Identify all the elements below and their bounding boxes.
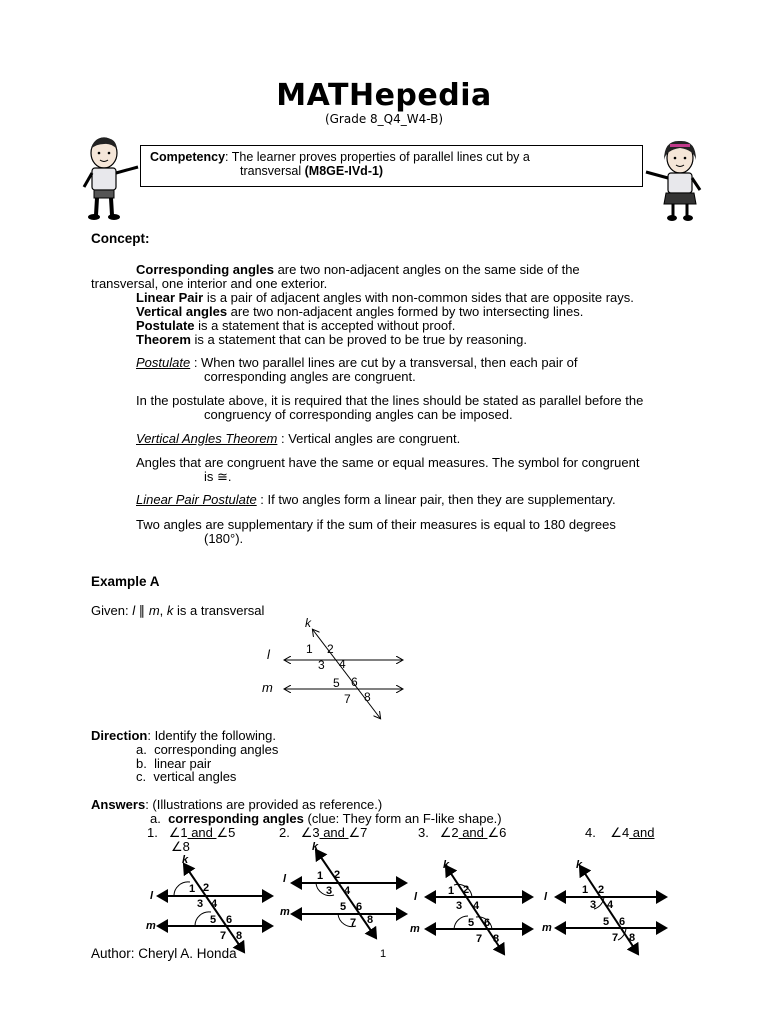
answers-line: Answers: (Illustrations are provided as reference.) [91,797,383,812]
parallel-lines-diagram [255,612,420,727]
small1-n4: 4 [211,898,218,910]
small3-n1: 1 [448,885,455,897]
small4-n2: 2 [598,884,605,896]
supplementary-definition-cont: (180°). [204,531,244,546]
angle-8: 8 [364,690,371,704]
small2-n4: 4 [344,885,351,897]
small3-m: m [410,923,420,935]
small1-n3: 3 [197,898,204,910]
small3-k: k [443,859,450,871]
small2-n3: 3 [326,885,333,897]
small4-n5: 5 [603,916,610,928]
small4-n8: 8 [629,932,636,944]
postulate-note-cont: congruency of corresponding angles can be imposed. [204,407,513,422]
small3-n7: 7 [476,933,483,945]
small2-n1: 1 [317,870,324,882]
angle-4: 4 [339,657,346,671]
congruent-definition: Angles that are congruent have the same or equal measures. The symbol for congruent [136,455,640,470]
small2-n7: 7 [350,917,357,929]
boy-illustration [80,135,142,223]
small3-l: l [414,891,418,903]
small3-n5: 5 [468,917,475,929]
small2-m: m [280,906,290,918]
direction-line: Direction: Identify the following. [91,728,276,743]
small4-n7: 7 [612,932,619,944]
congruent-definition-cont: is ≅. [204,469,232,484]
small2-l: l [283,873,287,885]
postulate-statement-cont: corresponding angles are congruent. [204,369,416,384]
small2-n6: 6 [356,901,363,913]
answer-pair-4-cont: ∠8 [171,839,190,854]
small3-n3: 3 [456,900,463,912]
page-number: 1 [380,948,387,960]
small-diagram-4 [540,856,675,961]
example-heading: Example A [91,574,160,589]
concept-postulate: Postulate is a statement that is accepted without proof. [136,318,456,333]
vertical-angles-theorem: Vertical Angles Theorem : Vertical angles are congruent. [136,431,461,446]
answer-pair-2: 2. ∠3 and ∠7 [279,825,368,840]
postulate-statement: Postulate : When two parallel lines are cut by a transversal, then each pair of [136,355,578,370]
competency-line-2: transversal (M8GE-IVd-1) [240,164,384,178]
angle-3: 3 [318,658,325,672]
label-m: m [262,680,273,695]
small1-k: k [182,854,189,866]
small2-n5: 5 [340,901,347,913]
small2-n2: 2 [334,869,341,881]
small1-n8: 8 [236,930,243,942]
footer-author: Author: Cheryl A. Honda [91,946,237,961]
angle-7: 7 [344,692,351,706]
girl-illustration [642,138,704,222]
direction-item-c: c. vertical angles [136,769,237,784]
small1-n2: 2 [203,882,210,894]
small3-n8: 8 [493,933,500,945]
small3-n2: 2 [463,884,470,896]
angle-6: 6 [351,675,358,689]
small1-l: l [150,890,154,902]
answer-pair-3: 3. ∠2 and ∠6 [418,825,507,840]
concept-corresponding-cont: transversal, one interior and one exterior. [91,276,328,291]
label-l: l [267,647,270,662]
postulate-note: In the postulate above, it is required that the lines should be stated as parallel before the [136,393,644,408]
competency-line-1: Competency: The learner proves properties of parallel lines cut by a [150,150,530,164]
small2-n8: 8 [367,914,374,926]
small3-n4: 4 [473,900,480,912]
small-diagram-3 [408,856,538,961]
concept-vertical-angles: Vertical angles are two non-adjacent angles formed by two intersecting lines. [136,304,584,319]
page-subtitle: (Grade 8_Q4_W4-B) [324,112,444,126]
angle-2: 2 [327,642,334,656]
small4-m: m [542,922,552,934]
small4-k: k [576,859,583,871]
small-diagram-1 [140,852,280,957]
angle-1: 1 [306,642,313,656]
concept-corresponding: Corresponding angles are two non-adjacent angles on the same side of the [136,262,580,277]
answer-a-heading: a. corresponding angles (clue: They form an F-like shape.) [150,811,502,826]
linear-pair-postulate: Linear Pair Postulate : If two angles form a linear pair, then they are supplementary. [136,492,616,507]
small-diagram-2 [278,842,413,944]
small4-n4: 4 [607,899,614,911]
small1-n6: 6 [226,914,233,926]
concept-heading: Concept: [91,231,150,246]
small1-n5: 5 [210,914,217,926]
supplementary-definition: Two angles are supplementary if the sum of their measures is equal to 180 degrees [136,517,616,532]
small4-n1: 1 [582,884,589,896]
small1-n7: 7 [220,930,227,942]
example-given: Given: l ∥ m, k is a transversal [91,603,265,618]
direction-item-b: b. linear pair [136,756,212,771]
answer-pair-1: 1. ∠1 and ∠5 [147,825,236,840]
small3-n6: 6 [484,917,491,929]
answer-pair-4: 4. ∠4 and [585,825,655,840]
concept-theorem: Theorem is a statement that can be proved to be true by reasoning. [136,332,527,347]
small2-k: k [312,842,319,853]
small1-m: m [146,920,156,932]
concept-linear-pair: Linear Pair is a pair of adjacent angles with non-common sides that are opposite rays. [136,290,634,305]
angle-5: 5 [333,676,340,690]
small4-n6: 6 [619,916,626,928]
label-k: k [305,616,311,630]
page-title: MATHepedia [276,78,492,113]
small4-n3: 3 [590,899,597,911]
small1-n1: 1 [189,883,196,895]
direction-item-a: a. corresponding angles [136,742,279,757]
small4-l: l [544,891,548,903]
